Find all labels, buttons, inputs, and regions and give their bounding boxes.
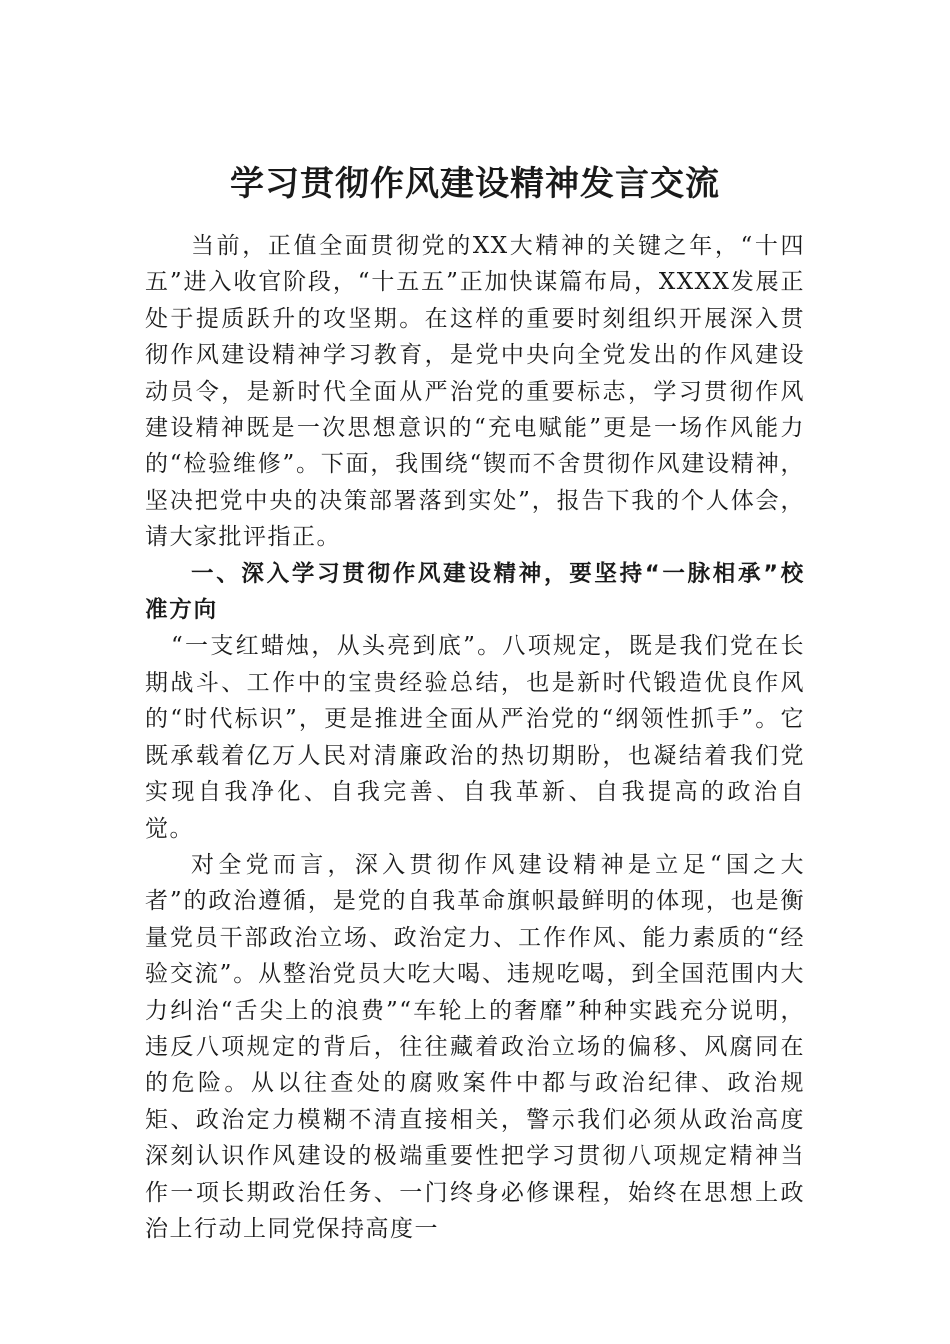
section-1-paragraph-2: 对全党而言，深入贯彻作风建设精神是立足“国之大者”的政治遵循，是党的自我革命旗帜最鲜明的体现，也是衡量党员干部政治立场、政治定力、工作作风、能力素质的“经验交流”。从整治党员大吃大喝、违规吃喝，到全国范围内大力纠治“舌尖上的浪费”“车轮上的奢靡”种种实践充分说明，违反八项规定的背后，往往藏着政治立场的偏移、风腐同在的危险。从以往查处的腐败案件中都与政治纪律、政治规矩、政治定力模糊不清直接相关，警示我们必须从政治高度深刻认识作风建设的极端重要性把学习贯彻八项规定精神当作一项长期政治任务、一门终身必修课程，始终在思想上政治上行动上同党保持高度一 [145,851,805,1242]
section-1-heading: 一、深入学习贯彻作风建设精神，要坚持“一脉相承”校准方向 [145,560,805,624]
section-1-paragraph-1: “一支红蜡烛，从头亮到底”。八项规定，既是我们党在长期战斗、工作中的宝贵经验总结，也是新时代锻造优良作风的“时代标识”，更是推进全面从严治党的“纲领性抓手”。它既承载着亿万人民对清廉政治的热切期盼，也凝结着我们党实现自我净化、自我完善、自我革新、自我提高的政治自觉。 [145,633,805,842]
intro-paragraph: 当前，正值全面贯彻党的XX大精神的关键之年，“十四五”进入收官阶段，“十五五”正加快谋篇布局，XXXX发展正处于提质跃升的攻坚期。在这样的重要时刻组织开展深入贯彻作风建设精神学习教育，是党中央向全党发出的作风建设动员令，是新时代全面从严治党的重要标志，学习贯彻作风建设精神既是一次思想意识的“充电赋能”更是一场作风能力的“检验维修”。下面，我围绕“锲而不舍贯彻作风建设精神，坚决把党中央的决策部署落到实处”，报告下我的个人体会，请大家批评指正。 [145,233,805,551]
document-body [145,228,805,1247]
document-title: 学习贯彻作风建设精神发言交流 [230,164,720,204]
